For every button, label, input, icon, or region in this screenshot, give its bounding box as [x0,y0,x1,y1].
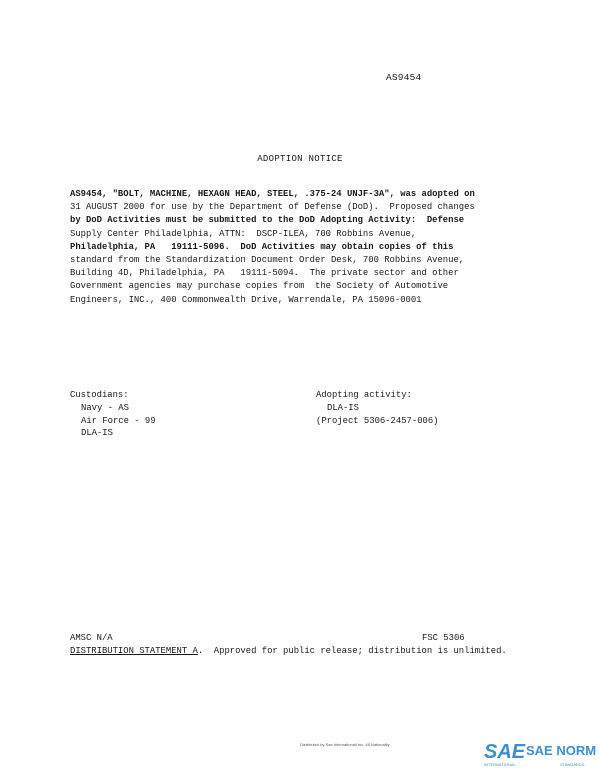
custodian-item: Air Force - 99 [81,415,156,426]
logo-name: SAE NORM [526,743,596,758]
notice-title: ADOPTION NOTICE [257,154,343,164]
distribution-label: DISTRIBUTION STATEMENT A [70,646,198,656]
body-line: Philadelphia, PA 19111-5096. DoD Activities may obtain copies of this [70,241,454,252]
document-number: AS9454 [386,72,422,83]
body-line: 31 AUGUST 2000 for use by the Department of Defense (DoD). Proposed changes [70,202,475,213]
custodians-heading: Custodians: [70,390,129,400]
custodian-item: DLA-IS [81,428,113,439]
sae-norm-logo [484,738,596,770]
body-line: Building 4D, Philadelphia, PA 19111-5094. The private sector and other [70,268,459,279]
body-line: Engineers, INC., 400 Commonwealth Drive, Warrendale, PA 15096-0001 [70,294,422,305]
logo-subtitle: INTERNATIONAL [484,762,516,767]
body-line: Supply Center Philadelphia, ATTN: DSCP-ILEA, 700 Robbins Avenue, [70,228,417,239]
sae-logo-icon [484,738,596,770]
fsc-label: FSC 5306 [422,633,465,643]
body-line: AS9454, "BOLT, MACHINE, HEXAGN HEAD, STEEL, .375-24 UNJF-3A", was adopted on [70,189,475,199]
logo-mark: SAE [484,741,526,763]
distribution-statement [70,646,507,656]
custodians-block [70,389,156,440]
distributor-footnote: Distributed by Sae Internationali Inc. 46 Nationality [300,742,390,747]
project-number: (Project 5306-2457-006) [316,415,439,426]
adopting-heading: Adopting activity: [316,390,412,400]
custodian-item: Navy - AS [81,402,129,413]
adopting-activity: DLA-IS [327,402,359,413]
logo-subtitle-right: STANDARDS [560,762,585,767]
body-line: Government agencies may purchase copies from the Society of Automotive [70,281,449,292]
amsc-label: AMSC N/A [70,633,113,643]
body-line: by DoD Activities must be submitted to the DoD Adopting Activity: Defense [70,215,465,226]
body-line: standard from the Standardization Document Order Desk, 700 Robbins Avenue, [70,255,465,266]
distribution-text: . Approved for public release; distribution is unlimited. [197,646,507,656]
adopting-activity-block [316,389,439,427]
adoption-body [70,188,560,307]
